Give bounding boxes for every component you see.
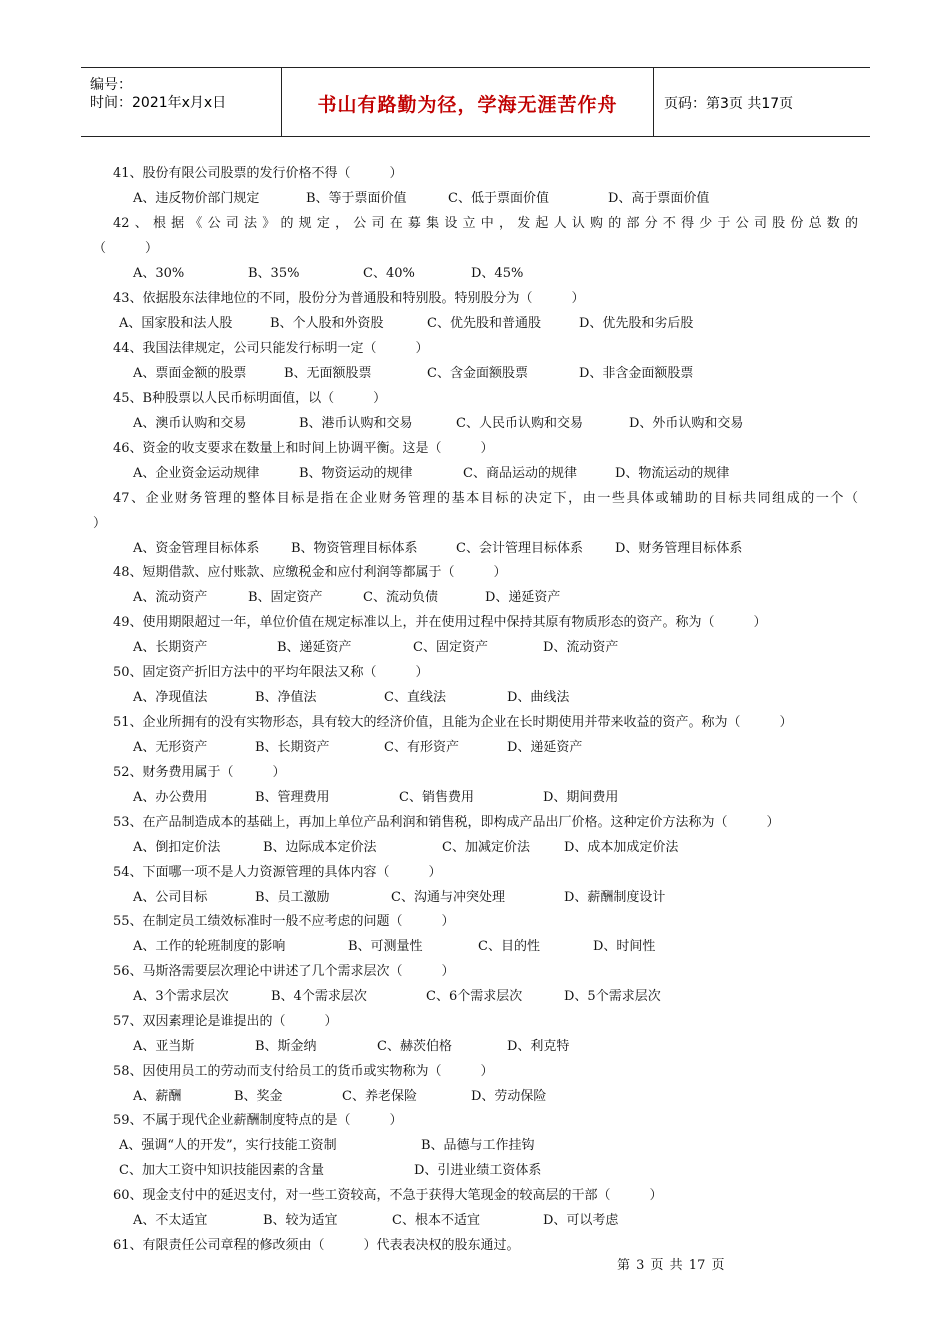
option-a: A、不太适宜 [133,1213,208,1228]
option-d: D、物流运动的规律 [615,466,730,481]
option-d: D、45% [471,266,524,281]
option-d: D、递延资产 [507,740,583,755]
question-stem: 53、在产品制造成本的基础上，再加上单位产品利润和销售税，即构成产品出厂价格。这种定价方法称为（ ） [113,815,780,830]
option-c: C、加减定价法 [442,840,530,855]
question-stem: 45、B种股票以人民币标明面值，以（ ） [113,391,387,406]
header-number-label: 编号： [90,77,132,93]
option-b: B、35% [248,266,300,281]
option-d: D、引进业绩工资体系 [414,1163,542,1178]
option-a: A、30% [133,266,185,281]
option-d: D、曲线法 [507,690,570,705]
option-a: A、违反物价部门规定 [133,191,260,206]
option-a: A、澳币认购和交易 [133,416,247,431]
page-footer: 第 3 页 共 17 页 [617,1258,725,1273]
option-c: C、低于票面价值 [448,191,549,206]
option-a: A、倒扣定价法 [133,840,221,855]
question-stem: 59、不属于现代企业薪酬制度特点的是（ ） [113,1113,403,1128]
option-c: C、目的性 [478,939,540,954]
option-c: C、根本不适宜 [392,1213,480,1228]
question-stem: 49、使用期限超过一年，单位价值在规定标准以上，并在使用过程中保持其原有物质形态的资产。称为（ ） [113,615,767,630]
question-stem: 51、企业所拥有的没有实物形态，具有较大的经济价值，且能为企业在长时期使用并带来收益的资产。称为（ ） [113,715,793,730]
option-d: D、5个需求层次 [564,989,661,1004]
question-stem: 46、资金的收支要求在数量上和时间上协调平衡。这是（ ） [113,441,494,456]
option-a: A、办公费用 [133,790,208,805]
option-b: B、物资管理目标体系 [291,541,418,556]
question-stem-continuation: （ ） [93,241,159,256]
option-b: B、港币认购和交易 [299,416,413,431]
question-stem: 54、下面哪一项不是人力资源管理的具体内容（ ） [113,865,442,880]
header-time-label: 时间：2021年x月x日 [90,95,227,111]
option-d: D、劳动保险 [471,1089,547,1104]
option-b: B、可测量性 [348,939,423,954]
option-b: B、个人股和外资股 [270,316,384,331]
question-stem: 47、企业财务管理的整体目标是指在企业财务管理的基本目标的决定下，由一些具体或辅助的目标共同组成的一个（ [113,491,858,506]
option-d: D、外币认购和交易 [629,416,744,431]
question-stem: 52、财务费用属于（ ） [113,765,286,780]
option-a: A、票面金额的股票 [133,366,247,381]
question-stem: 42、根据《公司法》的规定，公司在募集设立中，发起人认购的部分不得少于公司股份总数的 [113,216,858,231]
option-b: B、较为适宜 [263,1213,338,1228]
option-a: A、净现值法 [133,690,208,705]
option-c: C、赫茨伯格 [377,1039,452,1054]
option-b: B、等于票面价值 [306,191,407,206]
option-d: D、利克特 [507,1039,570,1054]
option-a: A、无形资产 [133,740,208,755]
option-d: D、高于票面价值 [608,191,710,206]
question-stem-continuation: ） [93,516,107,531]
option-b: B、管理费用 [255,790,330,805]
option-b: B、奖金 [234,1089,283,1104]
header-meta-cell [81,68,282,136]
option-a: A、亚当斯 [133,1039,195,1054]
option-b: B、递延资产 [277,640,352,655]
option-c: C、含金面额股票 [427,366,528,381]
option-c: C、会计管理目标体系 [456,541,583,556]
option-d: D、时间性 [593,939,656,954]
option-c: C、固定资产 [413,640,488,655]
question-stem: 44、我国法律规定，公司只能发行标明一定（ ） [113,341,429,356]
option-d: D、期间费用 [543,790,619,805]
option-b: B、物资运动的规律 [299,466,413,481]
question-stem: 41、股份有限公司股票的发行价格不得（ ） [113,166,403,181]
option-b: B、斯金纳 [255,1039,317,1054]
option-d: D、财务管理目标体系 [615,541,743,556]
option-a: A、强调“人的开发”，实行技能工资制 [119,1138,337,1153]
option-c: C、6个需求层次 [426,989,523,1004]
option-d: D、成本加成定价法 [564,840,679,855]
header-page-cell [654,68,870,136]
option-c: C、沟通与冲突处理 [391,890,505,905]
option-a: A、资金管理目标体系 [133,541,260,556]
question-stem: 48、短期借款、应付账款、应缴税金和应付利润等都属于（ ） [113,565,507,580]
option-d: D、非含金面额股票 [579,366,694,381]
option-c: C、人民币认购和交易 [456,416,583,431]
option-a: A、工作的轮班制度的影响 [133,939,286,954]
option-b: B、品德与工作挂钩 [421,1138,535,1153]
option-c: C、有形资产 [384,740,459,755]
question-stem: 60、现金支付中的延迟支付，对一些工资较高，不急于获得大笔现金的较高层的干部（ ） [113,1188,663,1203]
option-b: B、边际成本定价法 [263,840,377,855]
question-stem: 43、依据股东法律地位的不同，股份分为普通股和特别股。特别股分为（ ） [113,291,585,306]
option-b: B、员工激励 [255,890,330,905]
option-b: B、无面额股票 [284,366,372,381]
option-c: C、流动负债 [363,590,438,605]
option-c: C、优先股和普通股 [427,316,541,331]
option-a: A、国家股和法人股 [119,316,233,331]
option-b: B、固定资产 [248,590,323,605]
option-d: D、可以考虑 [543,1213,619,1228]
option-b: B、长期资产 [255,740,330,755]
option-c: C、40% [363,266,415,281]
option-d: D、薪酬制度设计 [564,890,666,905]
option-a: A、薪酬 [133,1089,182,1104]
header-motto-cell [282,68,654,136]
option-d: D、优先股和劣后股 [579,316,694,331]
question-stem: 58、因使用员工的劳动而支付给员工的货币或实物称为（ ） [113,1064,494,1079]
option-b: B、4个需求层次 [271,989,367,1004]
page-header [81,67,870,137]
header-page-info: 页码：第3页 共17页 [664,96,794,112]
question-stem: 57、双因素理论是谁提出的（ ） [113,1014,338,1029]
option-a: A、企业资金运动规律 [133,466,260,481]
question-stem: 61、有限责任公司章程的修改须由（ ）代表表决权的股东通过。 [113,1238,520,1253]
option-c: C、养老保险 [342,1089,417,1104]
option-a: A、3个需求层次 [133,989,229,1004]
option-d: D、流动资产 [543,640,619,655]
option-a: A、公司目标 [133,890,208,905]
option-b: B、净值法 [255,690,317,705]
option-c: C、销售费用 [399,790,474,805]
option-a: A、流动资产 [133,590,208,605]
question-stem: 55、在制定员工绩效标准时一般不应考虑的问题（ ） [113,914,455,929]
option-c: C、商品运动的规律 [463,466,577,481]
option-c: C、直线法 [384,690,446,705]
question-stem: 50、固定资产折旧方法中的平均年限法又称（ ） [113,665,429,680]
option-d: D、递延资产 [485,590,561,605]
header-motto: 书山有路勤为径，学海无涯苦作舟 [317,94,618,116]
question-stem: 56、马斯洛需要层次理论中讲述了几个需求层次（ ） [113,964,455,979]
option-c: C、加大工资中知识技能因素的含量 [119,1163,324,1178]
option-a: A、长期资产 [133,640,208,655]
